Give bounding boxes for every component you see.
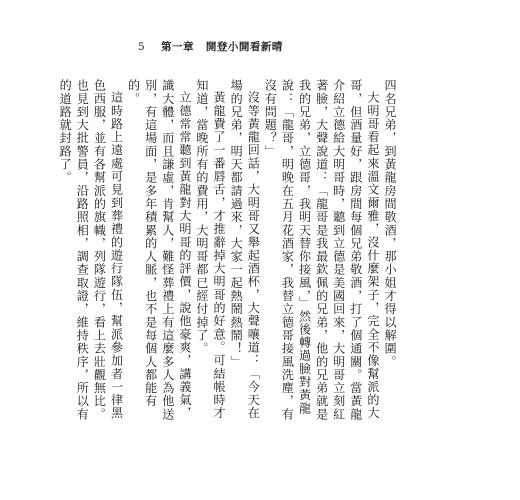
chapter-label: 第一章 xyxy=(161,41,195,53)
paragraph: 這時路上遠處可見到葬禮的遊行隊伍，幫派參加者一律黑色西服，並有各幫派的旗幟，列隊遊行，看上去壯觀無比。也見到大批警員，沿路照相，調查取證，維持秩序，所以有的道路就封路了。 xyxy=(58,79,124,421)
page-header xyxy=(138,39,283,54)
chapter-title: 開登小開看新晴 xyxy=(205,41,283,53)
paragraph: 大明哥看起來溫文爾雅，沒什麼架子，完全不像幫派的大哥，但酒量好，跟房間每個兄弟敬酒，打了個通關。當黃龍介紹立德給大明哥時，聽到立德是美國回來，大明哥立刻紅著臉，大聲說道：「龍哥是我最欽佩的兄弟，他的兄弟就是我的兄弟，立德哥，我明天替你接風，」然後轉過臉對黃龍說：「龍哥，明晚在五月花酒家，我替立德哥接風洗塵，有沒有問題？」 xyxy=(263,79,380,421)
paragraph: 四名兄弟，到黃龍房間敬酒，那小姐才得以解圍。 xyxy=(383,79,397,369)
paragraph: 沒等黃龍回話，大明哥又舉起酒杯，大聲嚷道：「今天在場的兄弟，明天都請過來，大家一起熱鬧熱鬧！」 xyxy=(229,79,261,420)
page-number: 5 xyxy=(138,41,146,53)
paragraph: 立德常常聽到黃龍對大明哥的評價，說他豪爽，講義氣，識大體，而且謙虛，肯幫人，難怪葬禮上有這麼多人為他送別，有這場面，是多年積累的人脈，也不是每個人都能有的。 xyxy=(126,79,192,421)
body-text xyxy=(56,79,398,424)
paragraph: 黃龍費了一番唇舌，才推辭掉大明哥的好意。可結帳時才知道，當晚所有的費用，大明哥都已經付掉了。 xyxy=(194,79,227,420)
